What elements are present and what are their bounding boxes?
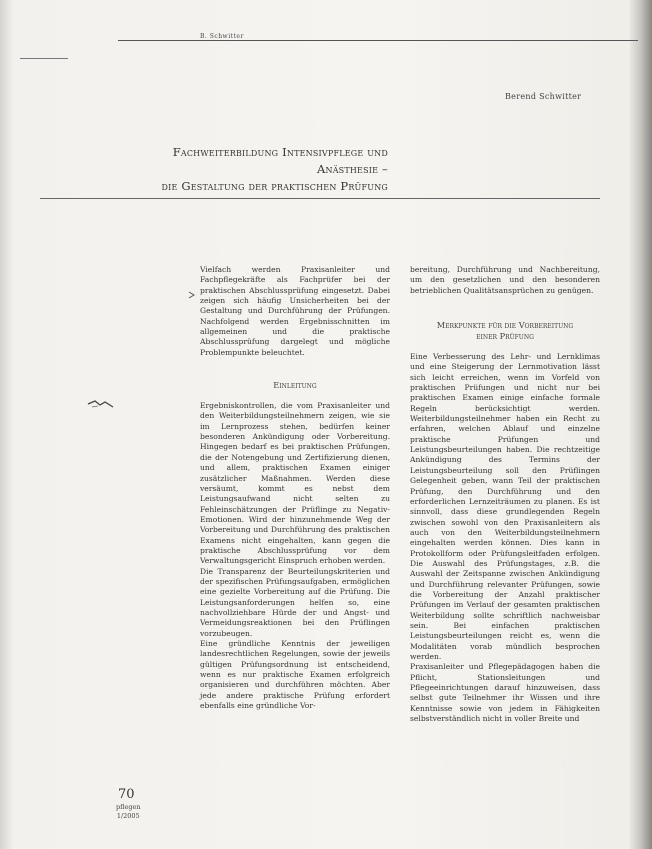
body-paragraph: Eine Verbesserung des Lehr- und Lernklimas und eine Steigerung der Lernmotivation lässt sich leicht erreichen, wenn im Vorfeld von praktischen Prüfungen und nicht nur bei praktischen Examen einige einfache formale Regeln berücksichtigt werden. Weiterbildungsteilnehmer haben ein Recht zu erfahren, welchen Ablauf und einzelne praktische Prüfungen und Leistungsbeurteilungen haben. Die rechtzeitige Ankündigung des Termins der Leistungsbeurteilung soll den Prüflingen Gelegenheit geben, wann Teil der praktischen Prüfung, den Durchführung und den erforderlichen Lernzeiträumen zu planen. Es ist sinnvoll, dass diese grundlegenden Regeln zwischen sowohl von den Praxisanleitern als auch von den Weiterbildungsteilnehmern eingehalten werden können. Dies kann in Protokollform oder Prüfungsleitfaden erfolgen. Die Auswahl des Prüfungstages, z.B. die Auswahl der Zeitspanne zwischen Ankündigung und Durchführung relevanter Prüfungen, sowie die Vorbereitung der Anzahl praktischer Prüfungen im Verlauf der gesamten praktischen Weiterbildung sollte schriftlich nachweisbar sein. Bei einfachen praktischen Leistungsbeurteilungen reicht es, wenn die Modalitäten vorab mündlich besprochen werden. xyxy=(410,352,600,661)
body-paragraph: bereitung, Durchführung und Nachbereitung, um den gesetzlichen und den besonderen betrieblichen Qualitätsansprüchen zu genügen. xyxy=(410,265,600,295)
page-number: 70 xyxy=(118,787,135,802)
right-column xyxy=(410,265,600,724)
running-head: B. Schwitter xyxy=(200,33,244,40)
title-line-1: Fachweiterbildung Intensivpflege und xyxy=(172,145,388,159)
body-paragraph: Ergebniskontrollen, die vom Praxisanleiter und den Weiterbildungsteilnehmern zeigen, wie sie im Lernprozess stehen, bedürfen keiner besonderen Ankündigung oder Vorbereitung. Hingegen bedarf es bei praktischen Prüfungen, die der Notengebung und Zertifizierung dienen, und allem, praktischen Examen einiger zusätzlicher Maßnahmen. Werden diese versäumt, kommt es nebst dem Leistungsaufwand nicht selten zu Fehleinschätzungen der Prüflinge zu Negativ-Emotionen. Wird der hinzunehmende Weg der Vorbereitung und Durchführung des praktischen Examens nicht eingehalten, kann gegen die praktische Abschlussprüfung vor dem Verwaltungsgericht Einspruch erhoben werden. xyxy=(200,401,390,566)
left-column xyxy=(200,265,390,711)
margin-mark-icon xyxy=(188,290,196,300)
header-rule xyxy=(118,40,638,41)
title-line-3: die Gestaltung der praktischen Prüfung xyxy=(161,179,388,193)
pen-scribble-icon xyxy=(86,396,116,410)
journal-issue xyxy=(116,803,141,821)
section-heading-einleitung: Einleitung xyxy=(273,380,317,391)
journal-issue-number: 1/2005 xyxy=(116,812,140,820)
title-rule xyxy=(40,198,600,199)
body-paragraph: Praxisanleiter und Pflegepädagogen haben die Pflicht, Stationsleitungen und Pflegeeinrichtungen darauf hinzuweisen, dass selbst gute Teilnehmer ihr Wissen und ihre Kenntnisse sowie von jedem in Fähigkeiten selbstverständlich nicht in voller Breite und xyxy=(410,662,600,724)
article-title xyxy=(118,144,388,195)
heading-line-1: Merkpunkte für die Vorbereitung xyxy=(436,320,574,331)
page-binding-edge xyxy=(630,0,652,849)
body-paragraph: Die Transparenz der Beurteilungskriterien und der spezifischen Prüfungsaufgaben, ermöglichen eine gezielte Vorbereitung auf die Prüfung. Die Leistungsanforderungen helfen so, eine nachvollziehbare Hürde der und Angst- und Vermeidungsreaktionen bei den Prüflingen vorzubeugen. xyxy=(200,566,390,638)
body-paragraph: Eine gründliche Kenntnis der jeweiligen landesrechtlichen Regelungen, sowie der jeweils gültigen Prüfungsordnung ist entscheidend, wenn es nur praktische Examen erfolgreich organisieren und durchführen möchten. Aber jede andere praktische Prüfung erfordert ebenfalls eine gründliche Vor- xyxy=(200,639,390,711)
author-name: Berend Schwitter xyxy=(505,92,582,101)
section-heading-merkpunkte xyxy=(410,320,600,342)
intro-paragraph: Vielfach werden Praxisanleiter und Fachpflegekräfte als Fachprüfer bei der praktischen Abschlussprüfung eingesetzt. Dabei zeigen sich häufig Unsicherheiten bei der Gestaltung und Durchführung der Prüfungen. Nachfolgend werden Ergebnisschnitten im allgemeinen und die praktische Abschlussprüfung dargelegt und mögliche Problempunkte beleuchtet. xyxy=(200,265,390,357)
heading-line-2: einer Prüfung xyxy=(476,331,534,342)
title-line-2: Anästhesie – xyxy=(316,162,388,176)
journal-name: pflegen xyxy=(116,803,141,811)
margin-rule xyxy=(20,58,68,59)
